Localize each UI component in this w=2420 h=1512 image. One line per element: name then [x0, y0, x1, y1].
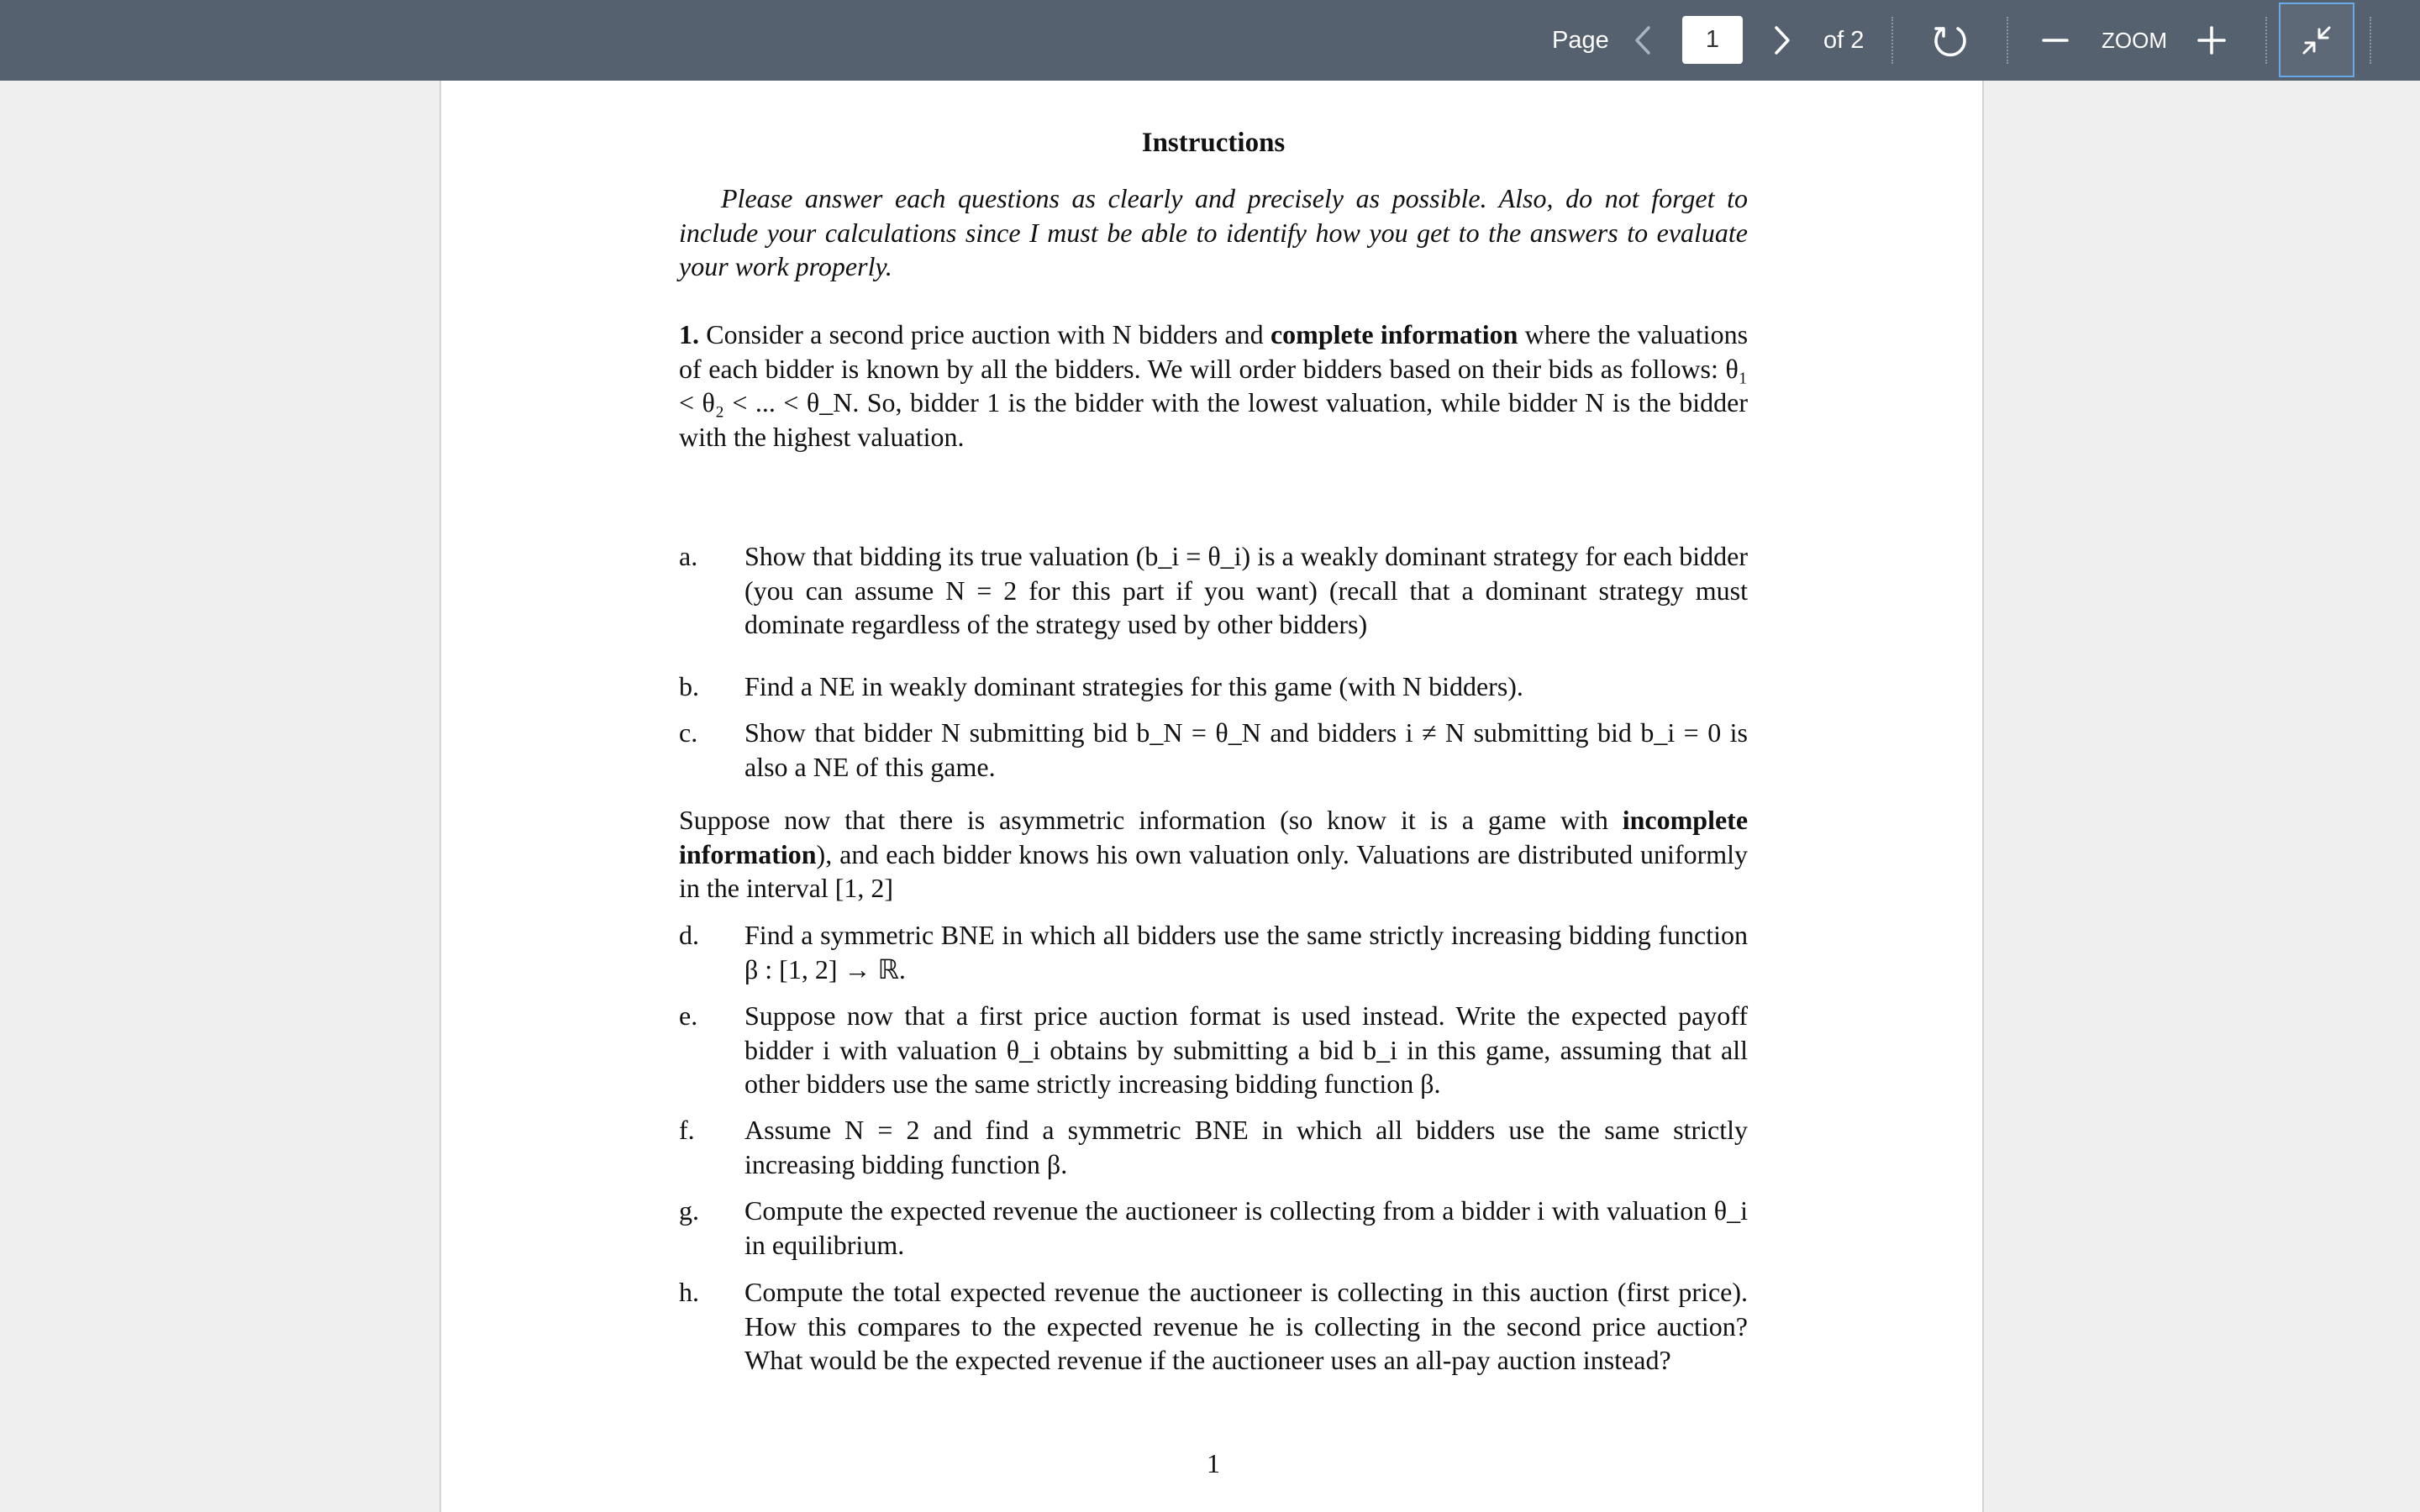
list-item-text: Compute the expected revenue the auctioneer is collecting from a bidder i with valuation θ_i in equilibrium.	[744, 1195, 1748, 1260]
chevron-left-icon	[1630, 24, 1655, 57]
list-item-text: Assume N = 2 and find a symmetric BNE in which all bidders use the same strictly increasing bidding function β.	[744, 1115, 1748, 1179]
list-item-label: e.	[679, 1000, 698, 1031]
list-item-label: g.	[679, 1195, 699, 1226]
list-item-label: d.	[679, 920, 699, 950]
list-item-text: Show that bidder N submitting bid b_N = θ_N and bidders i ≠ N submitting bid b_i = 0 is also a NE of this game.	[744, 717, 1748, 782]
toolbar-separator	[2265, 17, 2267, 64]
list-item	[679, 716, 1748, 784]
page-title: Instructions	[1141, 128, 1286, 158]
list-item-label: c.	[679, 717, 698, 748]
zoom-in-button[interactable]	[2186, 15, 2237, 66]
exit-fullscreen-button[interactable]	[2279, 3, 2354, 77]
page-number-input[interactable]: 1	[1682, 16, 1743, 64]
question-1-bold: complete information	[1270, 319, 1518, 349]
page-count: of 2	[1823, 26, 1865, 54]
list-item-label: b.	[679, 671, 699, 701]
list-item	[679, 1194, 1748, 1262]
intro-paragraph: Please answer each questions as clearly and precisely as possible. Also, do not forget to include your calculations since I must be able to identify how you get to the answers to evaluate your work properly.	[679, 183, 1748, 281]
zoom-in-icon	[2196, 25, 2227, 55]
toolbar-separator	[2370, 17, 2371, 64]
asymmetric-info-paragraph	[679, 803, 1748, 906]
viewer-toolbar	[0, 0, 2420, 81]
rotate-button[interactable]	[1925, 15, 1975, 66]
list-item-text: Compute the total expected revenue the auctioneer is collecting in this auction (first price). How this compares to the expected revenue he is collecting in the second price auction? What would be the expected revenue if the auctioneer uses an all-pay auction instead?	[744, 1277, 1748, 1375]
list-item-text: Suppose now that a first price auction format is used instead. Write the expected payoff bidder i with valuation θ_i obtains by submitting a bid b_i in this game, assuming that all other bidders use the same strictly increasing bidding function β.	[744, 1000, 1748, 1099]
chevron-right-icon	[1770, 24, 1795, 57]
zoom-label: ZOOM	[2102, 27, 2167, 53]
question-1-text-b: where the valuations of each bidder is known by all the bidders. We will order bidders based on their bids as follows: θ₁ < θ₂ < ... < θ_N. So, bidder 1 is the bidder with the lowest valuation, while bidder N is the bidder with the highest valuation.	[679, 319, 1749, 452]
rotate-icon	[1931, 21, 1970, 60]
question-number: 1.	[679, 319, 699, 349]
page-content	[679, 81, 1748, 1512]
list-item-label: h.	[679, 1277, 699, 1307]
list-item	[679, 669, 1748, 704]
list-item-label: a.	[679, 541, 698, 571]
list-item-text: Find a NE in weakly dominant strategies for this game (with N bidders).	[744, 671, 1523, 701]
question-1-text-a: Consider a second price auction with N bidders and	[706, 319, 1264, 349]
toolbar-separator	[2007, 17, 2008, 64]
list-item	[679, 539, 1748, 642]
list-item-text: Find a symmetric BNE in which all bidders use the same strictly increasing bidding function β : [1, 2] → ℝ.	[744, 920, 1748, 984]
next-page-button[interactable]	[1757, 15, 1807, 66]
zoom-out-icon	[2041, 26, 2070, 55]
asym-text-b: ), and each bidder knows his own valuation only. Valuations are distributed uniformly in the interval [1, 2]	[679, 838, 1748, 903]
list-item	[679, 1275, 1748, 1378]
exit-fullscreen-icon	[2300, 24, 2333, 57]
question-1	[679, 318, 1748, 454]
asym-text-a: Suppose now that there is asymmetric information (so know it is a game with	[679, 805, 1608, 835]
toolbar-separator	[1891, 17, 1893, 64]
list-item	[679, 1113, 1748, 1181]
previous-page-button[interactable]	[1618, 15, 1668, 66]
page-label: Page	[1552, 26, 1609, 54]
list-item-label: f.	[679, 1115, 695, 1145]
list-item-text: Show that bidding its true valuation (b_i = θ_i) is a weakly dominant strategy for each bidder (you can assume N = 2 for this part if you want) (recall that a dominant strategy must dominate regardless of the strategy used by other bidders)	[744, 541, 1748, 639]
list-item	[679, 918, 1748, 986]
document-page	[439, 81, 1984, 1512]
asym-bold: incomplete information	[679, 805, 1749, 869]
page-number: 1	[1207, 1448, 1220, 1478]
list-item	[679, 999, 1748, 1101]
zoom-out-button[interactable]	[2030, 15, 2081, 66]
